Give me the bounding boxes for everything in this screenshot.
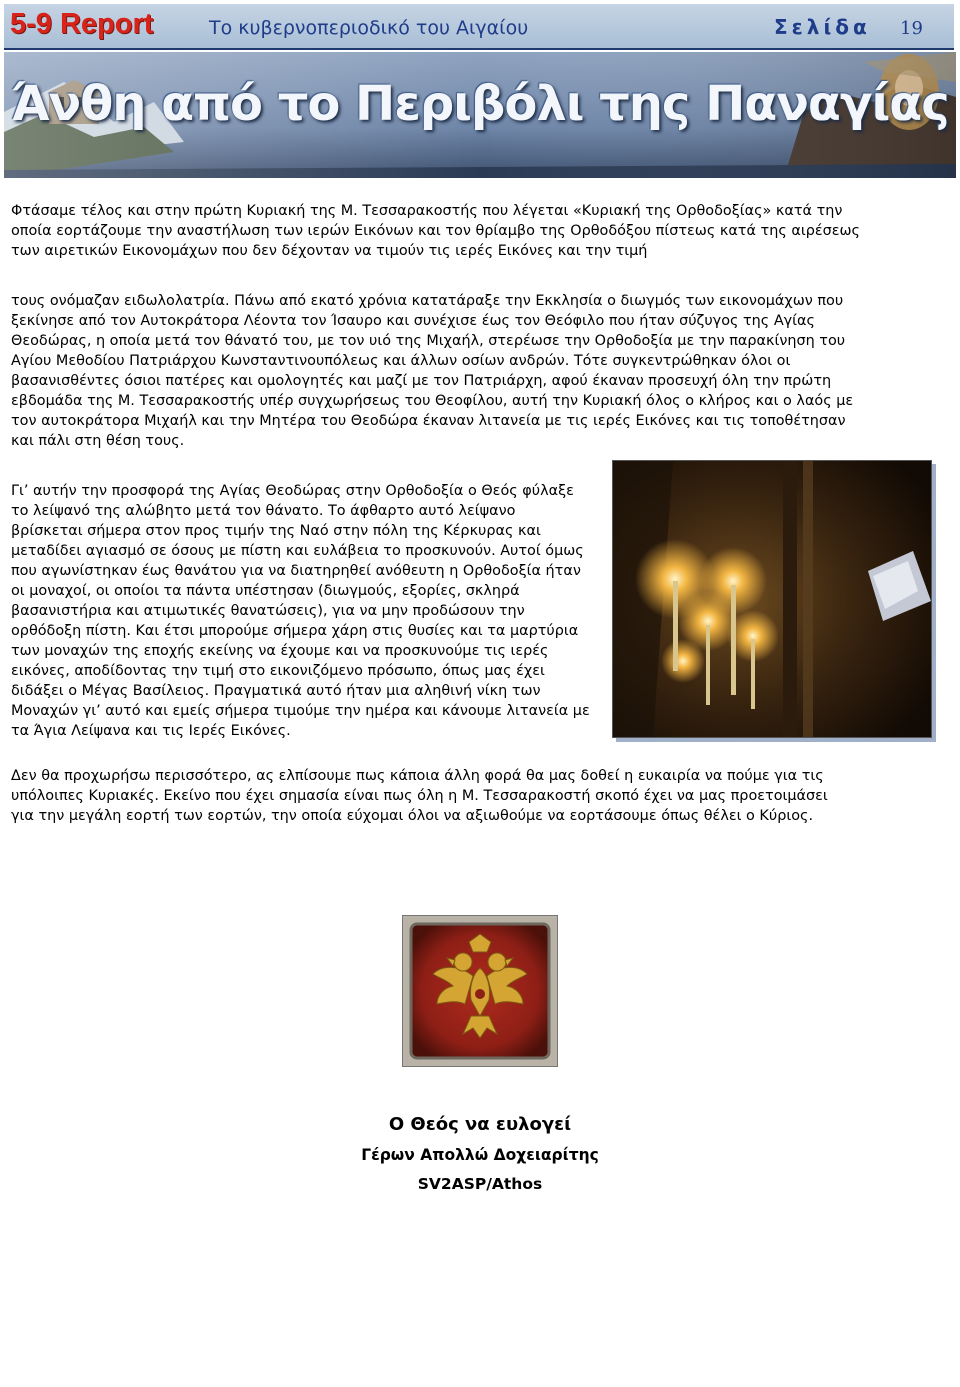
brand-title: 5-9 Report — [10, 8, 154, 40]
author-callsign: SV2ASP/Athos — [417, 1175, 543, 1193]
paragraph-3: Γι’ αυτήν την προσφορά της Αγίας Θεοδώρας στην Ορθοδοξία ο Θεός φύλαξε το λείψανό της αλώβητο μετά τον θάνατο. Το άφθαρτο αυτό λείψανο βρίσκεται σήμερα στον προς τιμήν της Ναό στην πόλη της Κέρκυρας και μεταδίδει αγιασμό σε όσους με πίστη και ευλάβεια το προσκυνούν. Αυτοί όμως που αγωνίστηκαν έως θανάτου για να διατηρηθεί ανόθευτη η Ορθοδοξία ήταν οι μοναχοί, οι οποίοι τα πάντα υπέστησαν (διωγμούς, εξορίες, σκληρά βασανιστήρια και ατιμωτικές θανατώσεις), για να μην προδώσουν την ορθόδοξη πίστη. Και έτσι μπορούμε σήμερα χάρη στις θυσίες και τα μαρτύρια των μοναχών της εποχής εκείνης να έχουμε και να προσκυνούμε τις ιερές εικόνες, αποδίδοντας την τιμή στο εικονιζόμενο πρόσωπο, όπως μας έχει διδάξει ο Μέγας Βασίλειος. Πραγματικά αυτό ήταν μια αληθινή νίκη των Μοναχών γι’ αυτό και εμείς σήμερα τιμούμε την ημέρα και κάνουμε λιτανεία με τα Άγια Λείψανα και τις Ιερές Εικόνες. — [11, 483, 590, 739]
candle-photo — [612, 460, 932, 738]
banner-title: Άνθη από το Περιβόλι της Παναγίας — [11, 76, 949, 132]
candle-photo-image — [613, 461, 931, 737]
paragraph-1: Φτάσαμε τέλος και στην πρώτη Κυριακή της Μ. Τεσσαρακοστής που λέγεται «Κυριακή της Ορθοδοξίας» κατά την οποία εορτάζουμε την αναστήλωση των ιερών Εικόνων και τον θρίαμβο της Ορθοδόξου πίστεως κατά της αιρέσεως των αιρετικών Εικονομάχων που δεν δέχονταν να τιμούν τις ιερές Εικόνες και την τιμή — [11, 203, 861, 259]
page-header — [4, 4, 954, 50]
banner-image — [4, 52, 956, 178]
page-number: 19 — [900, 18, 923, 39]
paragraph-2: τους ονόμαζαν ειδωλολατρία. Πάνω από εκατό χρόνια κατατάραξε την Εκκλησία ο διωγμός των εικονομάχων που ξεκίνησε από τον Αυτοκράτορα Λέοντα τον Ίσαυρο και συνέχισε έως τον Θεόφιλο που ήταν σύζυγος της Αγίας Θεοδώρας, η οποία μετά τον θάνατό του, με τον υιό της Μιχαήλ, στερέωσε την Ορθοδοξία με την παρακίνηση του Αγίου Μεθοδίου Πατριάρχου Κωνσταντινουπόλεως και άλλων οσίων ανδρών. Τότε συγκεντρώθηκαν όλοι οι βασανισθέντες όσιοι πατέρες και ομολογητές και μαζί με τον Πατριάρχη, αφού έκαναν προσευχή όλη την πρώτη εβδομάδα της Μ. Τεσσαρακοστής υπέρ συγχωρήσεως του Θεοφίλου, αυτή την Κυριακή όλος ο κλήρος και ο λαός με τον αυτοκράτορα Μιχαήλ και την Μητέρα του Θεοδώρα έκαναν λιτανεία με τις ιερές Εικόνες και τις τοποθέτησαν και πάλι στη θέση τους. — [11, 293, 854, 449]
eagle-emblem-image — [403, 916, 557, 1066]
page-label: Σελίδα — [774, 15, 871, 39]
author-name: Γέρων Απολλώ Δοχειαρίτης — [361, 1146, 599, 1164]
double-headed-eagle-icon — [402, 915, 558, 1067]
blessing-text: Ο Θεός να ευλογεί — [388, 1114, 572, 1135]
paragraph-4: Δεν θα προχωρήσω περισσότερο, ας ελπίσουμε πως κάποια άλλη φορά θα μας δοθεί η ευκαιρία να πούμε για τις υπόλοιπες Κυριακές. Εκείνο που έχει σημασία είναι πως όλη η Μ. Τεσσαρακοστή σκοπό έχει να μας προετοιμάσει για την μεγάλη εορτή των εορτών, την οποία εύχομαι όλοι να αξιωθούμε να εορτάσουμε όπως θέλει ο Κύριος. — [11, 768, 828, 824]
header-subtitle: Το κυβερνοπεριοδικό του Αιγαίου — [209, 17, 529, 39]
